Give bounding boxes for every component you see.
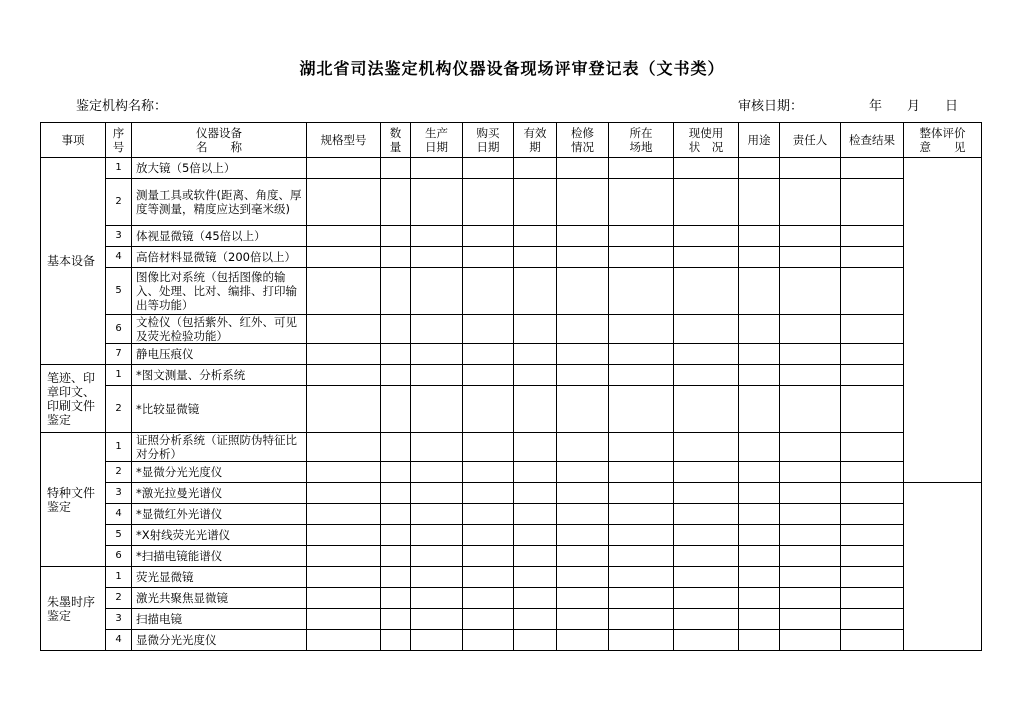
seq-cell: 4: [106, 504, 132, 525]
seq-cell: 6: [106, 546, 132, 567]
equipment-name-cell: *激光拉曼光谱仪: [132, 483, 307, 504]
equipment-name-cell: *显微红外光谱仪: [132, 504, 307, 525]
equipment-name-cell: 高倍材料显微镜（200倍以上）: [132, 247, 307, 268]
table-row: [41, 483, 982, 504]
header-row: [41, 123, 982, 158]
header-purchase-date: 购买 日期: [463, 123, 514, 158]
table-row: [41, 247, 982, 268]
equipment-name-cell: *图文测量、分析系统: [132, 365, 307, 386]
header-repair: 检修 情况: [557, 123, 609, 158]
header-seq: 序 号: [106, 123, 132, 158]
seq-cell: 1: [106, 567, 132, 588]
date-year: 年: [869, 99, 883, 114]
equipment-name-cell: *比较显微镜: [132, 386, 307, 433]
equipment-name-cell: *扫描电镜能谱仪: [132, 546, 307, 567]
table-row: [41, 630, 982, 651]
header-location: 所在 场地: [609, 123, 674, 158]
header-spec: 规格型号: [307, 123, 381, 158]
equipment-name-cell: 图像比对系统（包括图像的输入、处理、比对、编排、打印输出等功能）: [132, 268, 307, 315]
evaluation-cell: [904, 158, 982, 483]
evaluation-cell: [904, 483, 982, 651]
table-row: [41, 344, 982, 365]
table-row: [41, 567, 982, 588]
equipment-name-cell: 静电压痕仪: [132, 344, 307, 365]
seq-cell: 2: [106, 179, 132, 226]
header-equipment-name: 仪器设备 名 称: [132, 123, 307, 158]
seq-cell: 4: [106, 630, 132, 651]
equipment-name-cell: 文检仪（包括紫外、红外、可见及荧光检验功能）: [132, 315, 307, 344]
table-row: [41, 462, 982, 483]
form-title: 湖北省司法鉴定机构仪器设备现场评审登记表（文书类）: [299, 59, 725, 78]
table-row: [41, 179, 982, 226]
seq-cell: 5: [106, 525, 132, 546]
header-production-date: 生产 日期: [411, 123, 463, 158]
review-date-label: 审核日期：: [738, 99, 804, 114]
equipment-name-cell: *显微分光光度仪: [132, 462, 307, 483]
seq-cell: 3: [106, 226, 132, 247]
header-evaluation: 整体评价 意 见: [904, 123, 982, 158]
category-cell: 基本设备: [41, 158, 106, 365]
header-result: 检查结果: [841, 123, 904, 158]
seq-cell: 1: [106, 433, 132, 462]
seq-cell: 1: [106, 158, 132, 179]
header-status: 现使用 状 况: [674, 123, 739, 158]
header-qty: 数 量: [381, 123, 411, 158]
header-validity: 有效 期: [514, 123, 557, 158]
table-row: [41, 504, 982, 525]
seq-cell: 6: [106, 315, 132, 344]
table-row: [41, 226, 982, 247]
category-cell: 笔迹、印章印文、印刷文件鉴定: [41, 365, 106, 433]
table-row: [41, 365, 982, 386]
equipment-table: [40, 122, 982, 651]
equipment-name-cell: *X射线荧光光谱仪: [132, 525, 307, 546]
category-cell: 特种文件鉴定: [41, 433, 106, 567]
equipment-name-cell: 显微分光光度仪: [132, 630, 307, 651]
org-name-label: 鉴定机构名称：: [76, 99, 168, 114]
equipment-name-cell: 体视显微镜（45倍以上）: [132, 226, 307, 247]
table-row: [41, 546, 982, 567]
header-person: 责任人: [780, 123, 841, 158]
table-row: [41, 525, 982, 546]
seq-cell: 2: [106, 588, 132, 609]
equipment-name-cell: 激光共聚焦显微镜: [132, 588, 307, 609]
seq-cell: 2: [106, 462, 132, 483]
seq-cell: 2: [106, 386, 132, 433]
seq-cell: 1: [106, 365, 132, 386]
seq-cell: 3: [106, 483, 132, 504]
table-row: [41, 315, 982, 344]
seq-cell: 4: [106, 247, 132, 268]
equipment-name-cell: 证照分析系统（证照防伪特征比对分析）: [132, 433, 307, 462]
header-item: 事项: [41, 123, 106, 158]
equipment-name-cell: 放大镜（5倍以上）: [132, 158, 307, 179]
date-day: 日: [945, 99, 959, 114]
seq-cell: 5: [106, 268, 132, 315]
seq-cell: 3: [106, 609, 132, 630]
equipment-name-cell: 荧光显微镜: [132, 567, 307, 588]
equipment-name-cell: 测量工具或软件(距离、角度、厚度等测量，精度应达到毫米级): [132, 179, 307, 226]
category-cell: 朱墨时序鉴定: [41, 567, 106, 651]
review-date: [738, 95, 958, 114]
table-row: [41, 609, 982, 630]
table-row: [41, 433, 982, 462]
header-use: 用途: [739, 123, 780, 158]
table-row: [41, 386, 982, 433]
equipment-name-cell: 扫描电镜: [132, 609, 307, 630]
table-row: [41, 158, 982, 179]
table-row: [41, 588, 982, 609]
table-row: [41, 268, 982, 315]
date-month: 月: [907, 99, 921, 114]
seq-cell: 7: [106, 344, 132, 365]
